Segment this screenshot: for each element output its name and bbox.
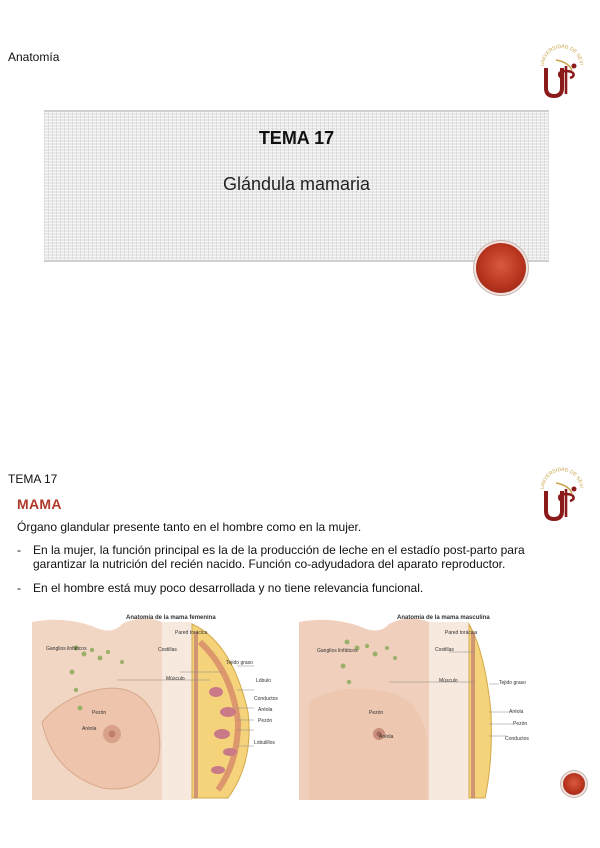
figure-label: Pared torácica: [175, 630, 208, 636]
figure-label: Lobulillos: [254, 740, 275, 746]
figure-title: Anatomía de la mama masculina: [397, 615, 490, 621]
figure-title: Anatomía de la mama femenina: [126, 615, 216, 621]
figure-label: Pezón: [92, 710, 107, 716]
figure-label: Costillas: [435, 647, 454, 653]
figure-label: Aréola: [379, 734, 394, 740]
slide-title: TEMA 17: [258, 128, 335, 148]
figure-label: Lóbulo: [256, 678, 272, 684]
bullet-dash: -: [17, 581, 21, 595]
title-banner: [44, 110, 549, 262]
bullet-text: En el hombre está muy poco desarrollada y no tiene relevancia funcional.: [33, 581, 424, 595]
university-logo: [538, 40, 584, 102]
slide1-header-label: Anatomía: [8, 50, 60, 64]
figure-label: Músculo: [166, 676, 185, 682]
figure-label: Conductos: [254, 696, 278, 702]
figure-label: Pared torácica: [445, 630, 478, 636]
intro-text: Órgano glandular presente tanto en el hombre como en la mujer.: [17, 520, 362, 534]
university-logo: [538, 463, 584, 525]
logo-text: UNIVERSIDAD DE SEVI: [539, 43, 584, 67]
section-heading: MAMA: [17, 496, 62, 512]
figure-label: Ganglios linfáticos: [317, 648, 358, 654]
female-breast-anatomy-figure: [32, 612, 294, 802]
male-breast-anatomy-figure: [299, 612, 561, 802]
svg-text:UNIVERSIDAD DE SEVILLA: [538, 463, 584, 489]
figure-label: Costillas: [158, 647, 177, 653]
slide2-header-label: TEMA 17: [8, 472, 58, 486]
svg-text:UNIVERSIDAD DE SEVILLA: [538, 40, 584, 66]
figure-label: Aréola: [509, 709, 524, 715]
bullet-text: En la mujer, la función principal es la de la producción de leche en el estadío post-parto para garantizar la nutrición del recién nacido. Función co-adyudadora del aparato reproductor.: [33, 543, 525, 571]
figure-label: Pezón: [513, 721, 528, 727]
figure-label: Pezón: [258, 718, 273, 724]
figure-label: Conductos: [505, 736, 529, 742]
figure-label: Tejido graso: [226, 660, 253, 666]
figure-label: Tejido graso: [499, 680, 526, 686]
figure-label: Ganglios linfáticos: [46, 646, 87, 652]
list-item: [17, 581, 557, 597]
figure-label: Músculo: [439, 678, 458, 684]
figure-label: Aréola: [258, 707, 273, 713]
figure-label: Aréola: [82, 726, 97, 732]
list-item: [17, 543, 557, 573]
decorative-circle: [563, 773, 585, 795]
logo-text: UNIVERSIDAD DE SEVI: [539, 466, 584, 490]
decorative-circle: [476, 243, 526, 293]
bullet-dash: -: [17, 543, 21, 557]
figure-label: Pezón: [369, 710, 384, 716]
slide-subtitle: Glándula mamaria: [222, 174, 371, 194]
